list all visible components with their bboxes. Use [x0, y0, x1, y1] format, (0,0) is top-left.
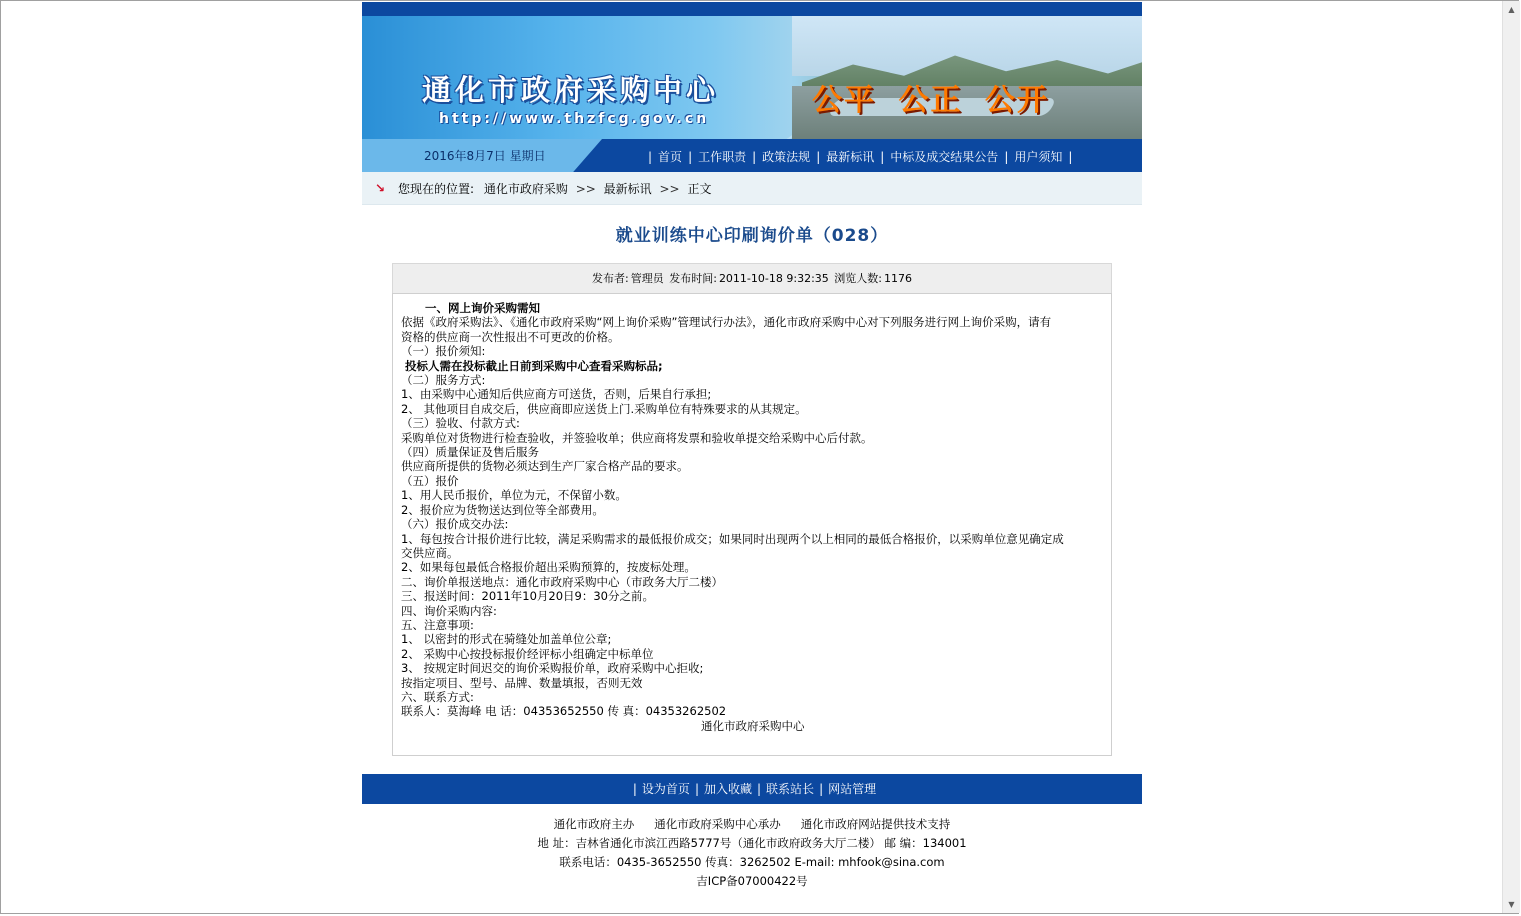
nav-item-policies[interactable]: 政策法规	[762, 150, 811, 164]
slogan: 公平 公正 公开	[812, 83, 1049, 118]
top-strip	[362, 2, 1142, 16]
footer-address: 地 址：吉林省通化市滨江西路5777号（通化市政府政务大厅二楼） 邮 编：134001	[537, 836, 967, 850]
body-line: 资格的供应商一次性报出不可更改的价格。	[401, 329, 620, 344]
breadcrumb-item-latest[interactable]: 最新标讯	[603, 182, 652, 196]
body-line: （六）报价成交办法:	[401, 517, 509, 532]
body-line: （三）验收、付款方式:	[401, 416, 520, 431]
nav-item-home[interactable]: 首页	[658, 150, 683, 164]
body-line: 2、 采购中心按投标报价经评标小组确定中标单位	[401, 646, 654, 661]
footer-contact: 联系电话：0435-3652550 传真：3262502 E-mail: mhfook@sina.com	[559, 855, 945, 869]
footer-links: | 设为首页 | 加入收藏 | 联系站长 | 网站管理	[362, 774, 1142, 804]
body-line: 1、 以密封的形式在骑缝处加盖单位公章;	[401, 632, 612, 647]
contact-admin-link[interactable]: 联系站长	[766, 782, 815, 796]
site-title: 通化市政府采购中心	[422, 73, 720, 107]
footer-icp[interactable]: 吉ICP备07000422号	[696, 874, 808, 888]
body-line: （一）报价须知:	[401, 344, 486, 359]
body-line: 2、报价应为货物送达到位等全部费用。	[401, 502, 604, 517]
body-line: （五）报价	[401, 473, 459, 488]
vertical-scrollbar[interactable]	[1502, 1, 1520, 913]
nav-links: | 首页 | 工作职责 | 政策法规 | 最新标讯 | 中标及成交结果公告 | 用户须知 |	[648, 150, 1073, 164]
breadcrumb	[362, 172, 1142, 205]
arrow-icon: ↘	[375, 181, 386, 195]
publisher: 管理员	[630, 272, 664, 285]
header-banner	[362, 16, 1142, 139]
article-body	[392, 293, 1112, 756]
article-meta	[392, 263, 1112, 294]
publish-time-label: 发布时间:	[669, 272, 717, 285]
site-admin-link[interactable]: 网站管理	[828, 782, 877, 796]
breadcrumb-separator: >>	[575, 182, 596, 196]
publish-time: 2011-10-18 9:32:35	[718, 272, 829, 285]
site-url: http://www.thzfcg.gov.cn	[439, 111, 710, 127]
footer-credits	[362, 815, 1142, 834]
breadcrumb-item-home[interactable]: 通化市政府采购	[483, 182, 568, 196]
body-line: 依据《政府采购法》、《通化市政府采购“网上询价采购”管理试行办法》，通化市政府采购中心对下列服务进行网上询价采购，请有	[401, 315, 1052, 330]
current-date: 2016年8月7日 星期日	[424, 149, 546, 163]
nav-item-user-notice[interactable]: 用户须知	[1014, 150, 1063, 164]
body-line: 交供应商。	[401, 545, 459, 560]
body-line: 2、如果每包最低合格报价超出采购预算的，按废标处理。	[401, 560, 696, 575]
body-line: 采购单位对货物进行检查验收，并签验收单；供应商将发票和验收单提交给采购中心后付款。	[401, 430, 873, 445]
body-line: 六、联系方式:	[401, 689, 474, 704]
footer-organizer: 通化市政府采购中心承办	[654, 817, 781, 831]
body-line: （二）服务方式:	[401, 373, 486, 388]
section-heading: 一、网上询价采购需知	[425, 301, 540, 315]
nav-item-award-results[interactable]: 中标及成交结果公告	[890, 150, 999, 164]
scroll-up-arrow-icon[interactable]: ▲	[1503, 1, 1520, 18]
body-line: 四、询价采购内容:	[401, 603, 497, 618]
signature: 通化市政府采购中心	[701, 718, 805, 733]
article-title: 就业训练中心印刷询价单（028）	[615, 226, 889, 246]
set-homepage-link[interactable]: 设为首页	[641, 782, 690, 796]
breadcrumb-separator: >>	[659, 182, 680, 196]
body-line-emphasis: 投标人需在投标截止日前到采购中心查看采购标品;	[405, 358, 663, 373]
breadcrumb-label: 您现在的位置:	[398, 182, 475, 196]
breadcrumb-item-current: 正文	[687, 182, 712, 196]
body-line: 1、由采购中心通知后供应商方可送货，否则，后果自行承担;	[401, 387, 712, 402]
body-line: 三、报送时间：2011年10月20日9：30分之前。	[401, 589, 654, 604]
body-line: 3、 按规定时间迟交的询价采购报价单，政府采购中心拒收;	[401, 661, 704, 676]
body-line: 2、 其他项目自成交后，供应商即应送货上门.采购单位有特殊要求的从其规定。	[401, 401, 807, 416]
nav-item-latest-bids[interactable]: 最新标讯	[826, 150, 875, 164]
footer-sponsor: 通化市政府主办	[553, 817, 635, 831]
body-line: 1、用人民币报价，单位为元，不保留小数。	[401, 488, 627, 503]
body-line: 二、询价单报送地点：通化市政府采购中心（市政务大厅二楼）	[401, 574, 723, 589]
nav-item-duties[interactable]: 工作职责	[698, 150, 747, 164]
footer-info	[362, 815, 1142, 891]
page-container	[362, 2, 1142, 888]
body-line: （四）质量保证及售后服务	[401, 445, 539, 460]
body-line: 供应商所提供的货物必须达到生产厂家合格产品的要求。	[401, 459, 689, 474]
publisher-label: 发布者:	[592, 272, 629, 285]
main-nav	[362, 139, 1142, 172]
scroll-down-arrow-icon[interactable]: ▼	[1503, 896, 1520, 913]
body-line: 1、每包按合计报价进行比较，满足采购需求的最低报价成交；如果同时出现两个以上相同的最低合格报价，以采购单位意见确定成	[401, 531, 1064, 546]
body-line: 按指定项目、型号、品牌、数量填报，否则无效	[401, 675, 643, 690]
views-label: 浏览人数:	[834, 272, 882, 285]
body-line: 五、注意事项:	[401, 617, 474, 632]
footer-tech-support: 通化市政府网站提供技术支持	[800, 817, 951, 831]
contact-line: 联系人：莫海峰 电 话：04353652550 传 真：04353262502	[401, 704, 727, 719]
views-count: 1176	[883, 272, 912, 285]
add-favorite-link[interactable]: 加入收藏	[703, 782, 752, 796]
